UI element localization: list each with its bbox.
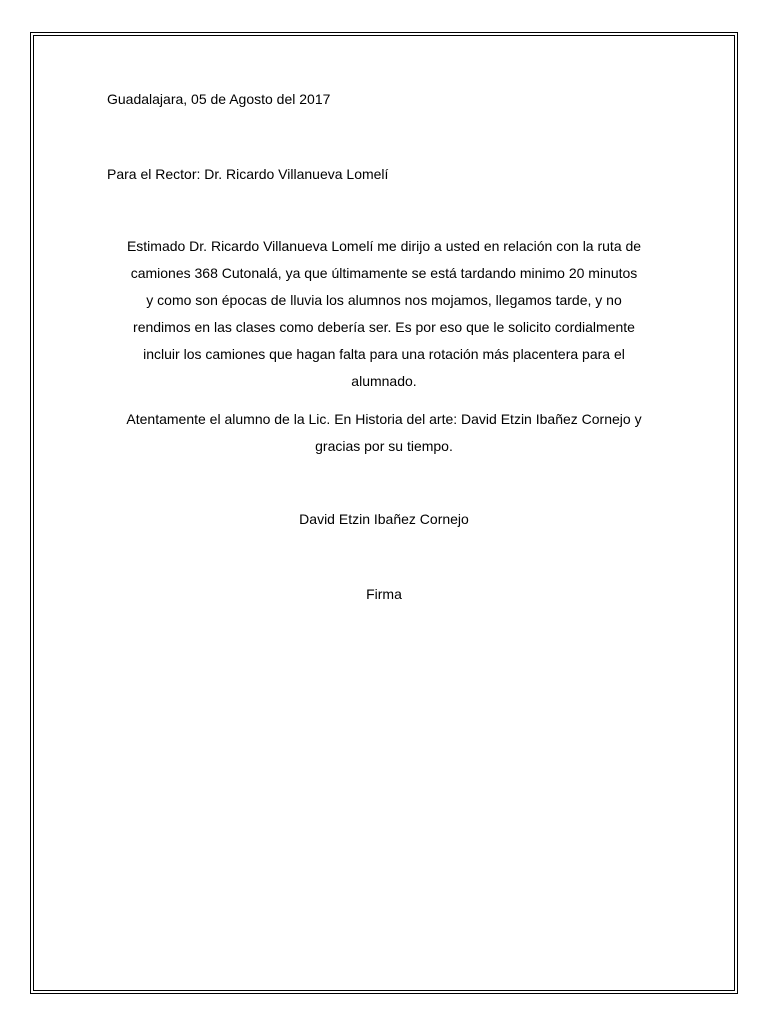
closing-paragraph	[107, 406, 661, 460]
body-line: rendimos en las clases como debería ser. Es por eso que le solicito cordialmente	[133, 319, 635, 335]
date-line: Guadalajara, 05 de Agosto del 2017	[107, 91, 331, 107]
signature-label: Firma	[366, 586, 402, 602]
body-line: alumnado.	[351, 373, 417, 389]
closing-line: Atentamente el alumno de la Lic. En Historia del arte: David Etzin Ibañez Cornejo y	[126, 411, 642, 427]
body-line: camiones 368 Cutonalá, ya que últimamente se está tardando minimo 20 minutos	[130, 265, 638, 281]
body-line: incluir los camiones que hagan falta para una rotación más placentera para el	[143, 346, 625, 362]
closing-line: gracias por su tiempo.	[315, 438, 453, 454]
body-line: y como son épocas de lluvia los alumnos nos mojamos, llegamos tarde, y no	[146, 292, 622, 308]
body-paragraph	[107, 233, 661, 395]
recipient-line: Para el Rector: Dr. Ricardo Villanueva Lomelí	[107, 166, 389, 182]
signer-name: David Etzin Ibañez Cornejo	[299, 511, 469, 527]
body-line: Estimado Dr. Ricardo Villanueva Lomelí me dirijo a usted en relación con la ruta de	[126, 238, 642, 254]
